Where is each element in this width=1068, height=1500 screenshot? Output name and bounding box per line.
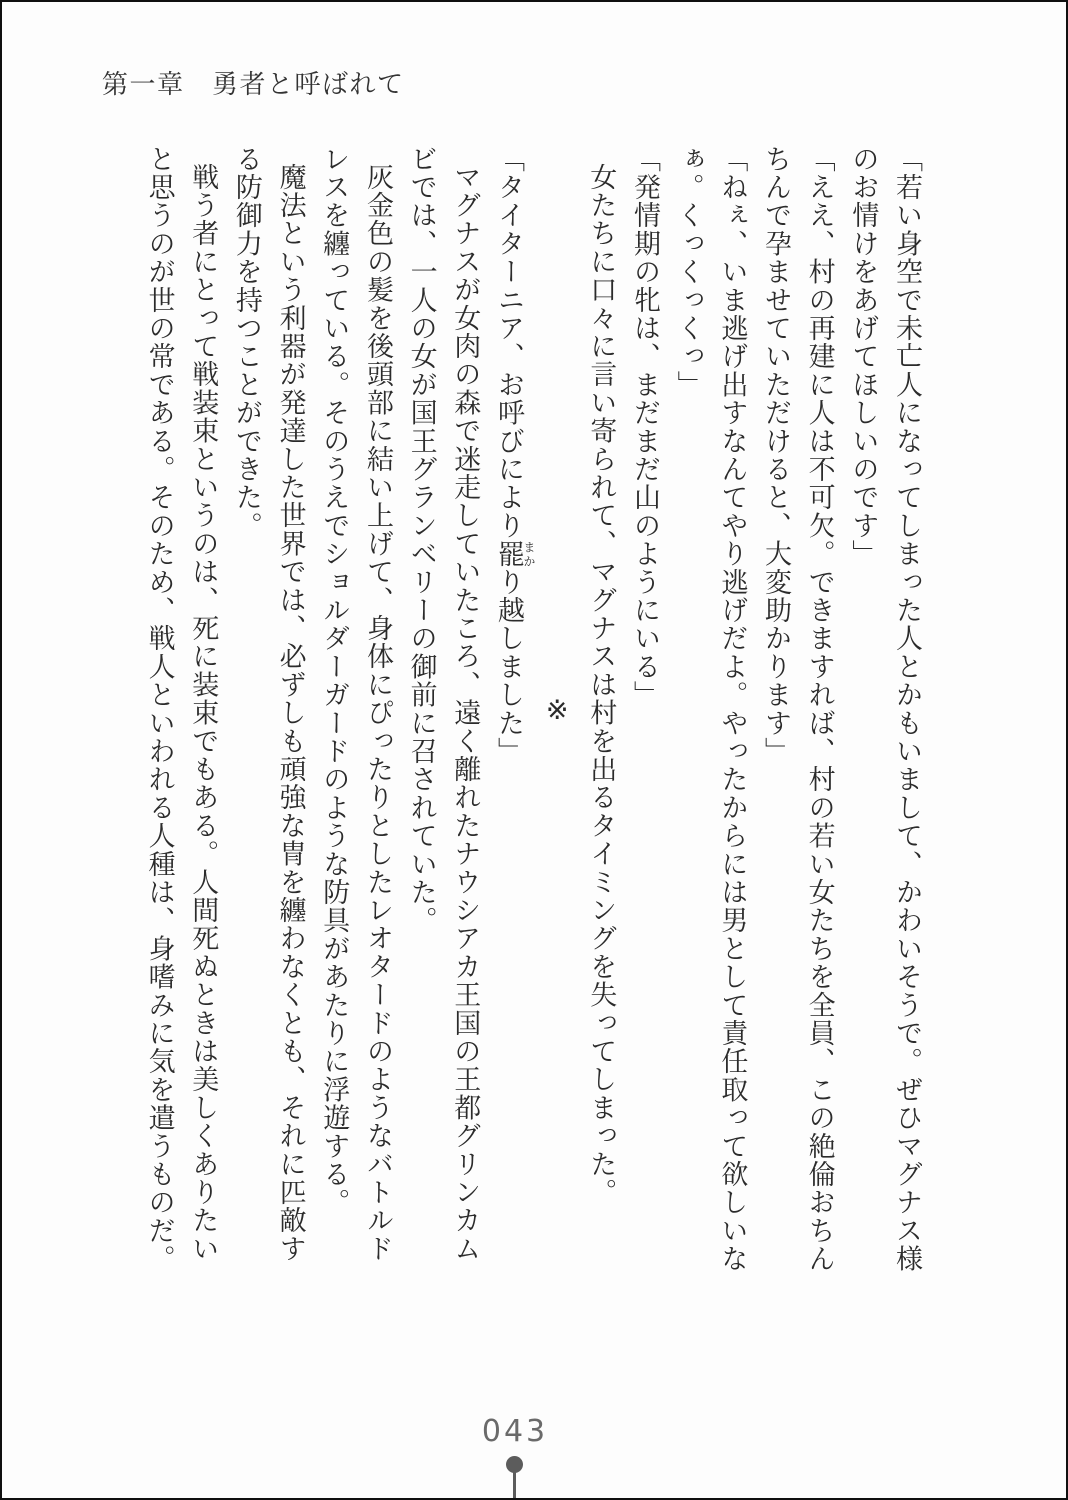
- text-column: 「タイターニア、お呼びにより罷まかり越しました」: [493, 145, 536, 766]
- page-number: 043: [481, 1414, 549, 1449]
- ruby-annotated-text: 罷まか: [493, 539, 536, 569]
- text-column: 「若い身空で未亡人になってしまった人とかもいまして、かわいそうで。ぜひマグナス様: [892, 145, 922, 1273]
- text-column: 女たちに口々に言い寄られて、マグナスは村を出るタイミングを失ってしまった。: [586, 163, 617, 1207]
- text-column: 戦う者にとって戦装束というのは、死に装束でもある。人間死ぬときは美しくありたい: [188, 163, 219, 1263]
- text-column: ビでは、一人の女が国王グランベリーの御前に召されていた。: [406, 145, 437, 935]
- text-column: レスを纏っている。そのうえでショルダーガードのような防具があたりに浮遊する。: [319, 145, 350, 1217]
- text-column: 魔法という利器が発達した世界では、必ずしも頑強な冑を纏わなくとも、それに匹敵す: [275, 163, 306, 1263]
- text-column: 「ねぇ、いま逃げ出すなんてやり逃げだよ。やったからには男として責任取って欲しいな: [717, 145, 748, 1273]
- text-column: る防御力を持つことができた。: [231, 145, 262, 540]
- body-text: [96, 145, 928, 1275]
- text-column: 「ええ、村の再建に人は不可欠。できますれば、村の若い女たちを全員、この絶倫おちん: [804, 145, 835, 1273]
- section-divider: ※: [542, 694, 573, 726]
- text-column: のお情けをあげてほしいのです」: [848, 145, 879, 568]
- text-column: マグナスが女肉の森で迷走していたころ、遠く離れたナウシアカ王国の王都グリンカム: [450, 163, 481, 1263]
- text-column: 「発情期の牝は、まだまだ山のようにいる」: [629, 145, 660, 709]
- text-column: ちんで孕ませていただけると、大変助かります」: [760, 145, 791, 766]
- chapter-header: 第一章 勇者と呼ばれて: [102, 70, 405, 99]
- footer-line: [513, 1470, 516, 1500]
- text-column: ぁ。くっくっくっ」: [673, 145, 704, 399]
- text-column: 灰金色の髪を後頭部に結い上げて、身体にぴったりとしたレオタードのようなバトルド: [362, 163, 393, 1263]
- text-column: と思うのが世の常である。そのため、戦人といわれる人種は、身嗜みに気を遣うものだ。: [144, 145, 175, 1273]
